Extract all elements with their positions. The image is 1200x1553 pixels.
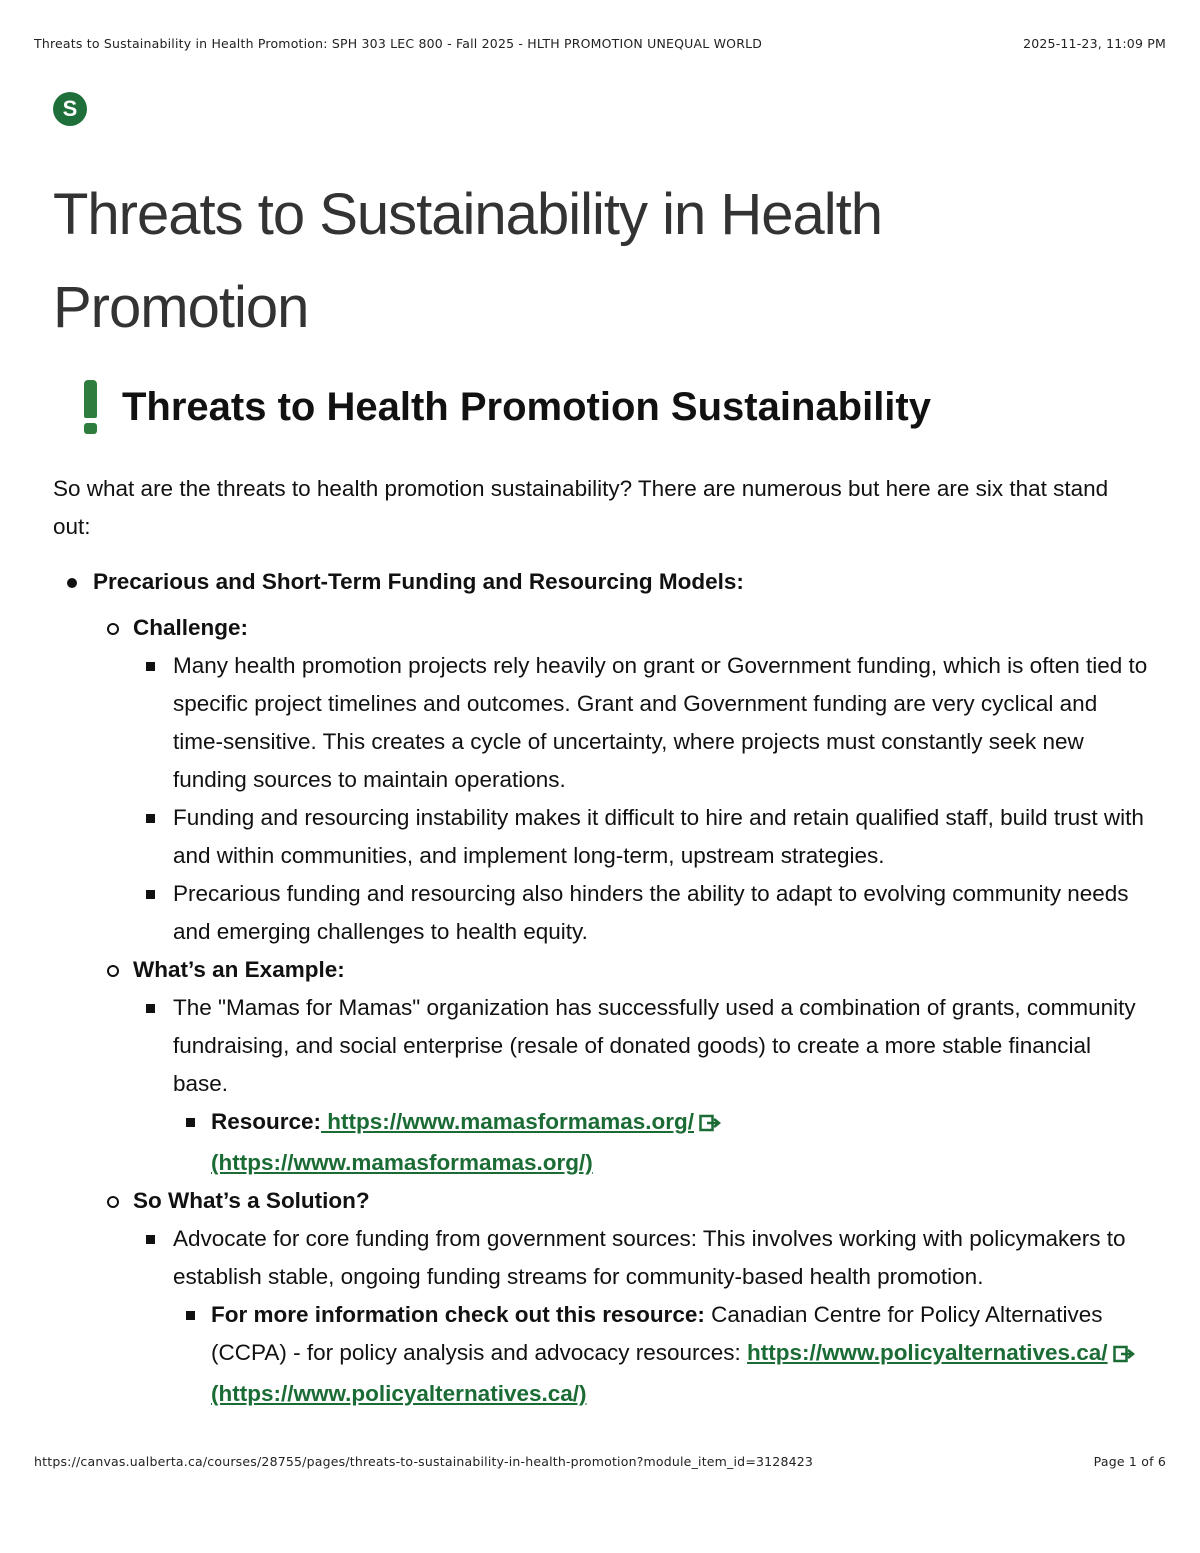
example-resources — [173, 1103, 1148, 1182]
challenge-section — [93, 609, 1148, 951]
example-label: What’s an Example: — [133, 957, 345, 982]
print-header-title: Threats to Sustainability in Health Promotion: SPH 303 LEC 800 - Fall 2025 - HLTH PROMOTION UNEQUAL WORLD — [34, 35, 763, 51]
threat-subsections — [93, 609, 1148, 1413]
list-item: Funding and resourcing instability makes it difficult to hire and retain qualified staff, build trust with and within communities, and implement long-term, upstream strategies. — [133, 799, 1148, 875]
solution-points — [133, 1220, 1148, 1413]
print-footer-url: https://canvas.ualberta.ca/courses/28755/pages/threats-to-sustainability-in-health-promotion?module_item_id=3128423 — [34, 1453, 814, 1469]
list-item — [133, 989, 1148, 1182]
challenge-label: Challenge: — [133, 615, 249, 640]
mamas-for-mamas-link[interactable]: https://www.mamasformamas.org/ — [321, 1109, 695, 1134]
solution-resources — [173, 1296, 1148, 1413]
threat-title: Precarious and Short-Term Funding and Resourcing Models: — [93, 569, 744, 594]
solution-label: So What’s a Solution? — [133, 1188, 370, 1213]
example-text: The "Mamas for Mamas" organization has successfully used a combination of grants, community fundraising, and social enterprise (resale of donated goods) to create a more stable financial base. — [173, 995, 1136, 1096]
resource-item — [173, 1103, 1148, 1182]
list-item: Many health promotion projects rely heavily on grant or Government funding, which is often tied to specific project timelines and outcomes. Grant and Government funding are very cyclical and time-sensitive. This creates a cycle of uncertainty, where projects must constantly seek new funding sources to maintain operations. — [133, 647, 1148, 799]
mamas-for-mamas-url[interactable]: (https://www.mamasformamas.org/) — [211, 1150, 593, 1175]
exclamation-icon — [75, 380, 105, 434]
section-heading-text: Threats to Health Promotion Sustainability — [122, 384, 931, 429]
external-link-icon — [1113, 1337, 1135, 1375]
list-item — [133, 1220, 1148, 1413]
page-title: Threats to Sustainability in Health Promotion — [53, 182, 882, 340]
section-heading — [75, 380, 1155, 434]
solution-section — [93, 1182, 1148, 1413]
solution-text: Advocate for core funding from government sources: This involves working with policymakers to establish stable, ongoing funding streams for community-based health promotion. — [173, 1226, 1126, 1289]
print-header — [34, 34, 1166, 52]
print-footer-page: Page 1 of 6 — [1093, 1453, 1166, 1469]
resource-label: Resource: — [211, 1109, 322, 1134]
example-points — [133, 989, 1148, 1182]
course-logo-icon: S — [53, 92, 87, 126]
external-link-icon — [699, 1106, 721, 1144]
more-info-text: Canadian Centre for Policy Alternatives (CCPA) - for policy analysis and advocacy resources: — [211, 1302, 1103, 1365]
example-section — [93, 951, 1148, 1182]
policy-alternatives-link[interactable]: https://www.policyalternatives.ca/ — [747, 1340, 1108, 1365]
intro-paragraph: So what are the threats to health promotion sustainability? There are numerous but here are six that stand out: — [53, 476, 1109, 539]
print-footer — [34, 1452, 1166, 1470]
list-item: Precarious funding and resourcing also hinders the ability to adapt to evolving community needs and emerging challenges to health equity. — [133, 875, 1148, 951]
policy-alternatives-url[interactable]: (https://www.policyalternatives.ca/) — [211, 1381, 587, 1406]
print-header-datetime: 2025-11-23, 11:09 PM — [1023, 35, 1166, 51]
more-info-label: For more information check out this resource: — [211, 1302, 705, 1327]
challenge-points — [133, 647, 1148, 951]
threat-list — [53, 563, 1148, 1413]
resource-item — [173, 1296, 1148, 1413]
page-content — [53, 470, 1148, 1413]
threat-item — [53, 563, 1148, 1413]
